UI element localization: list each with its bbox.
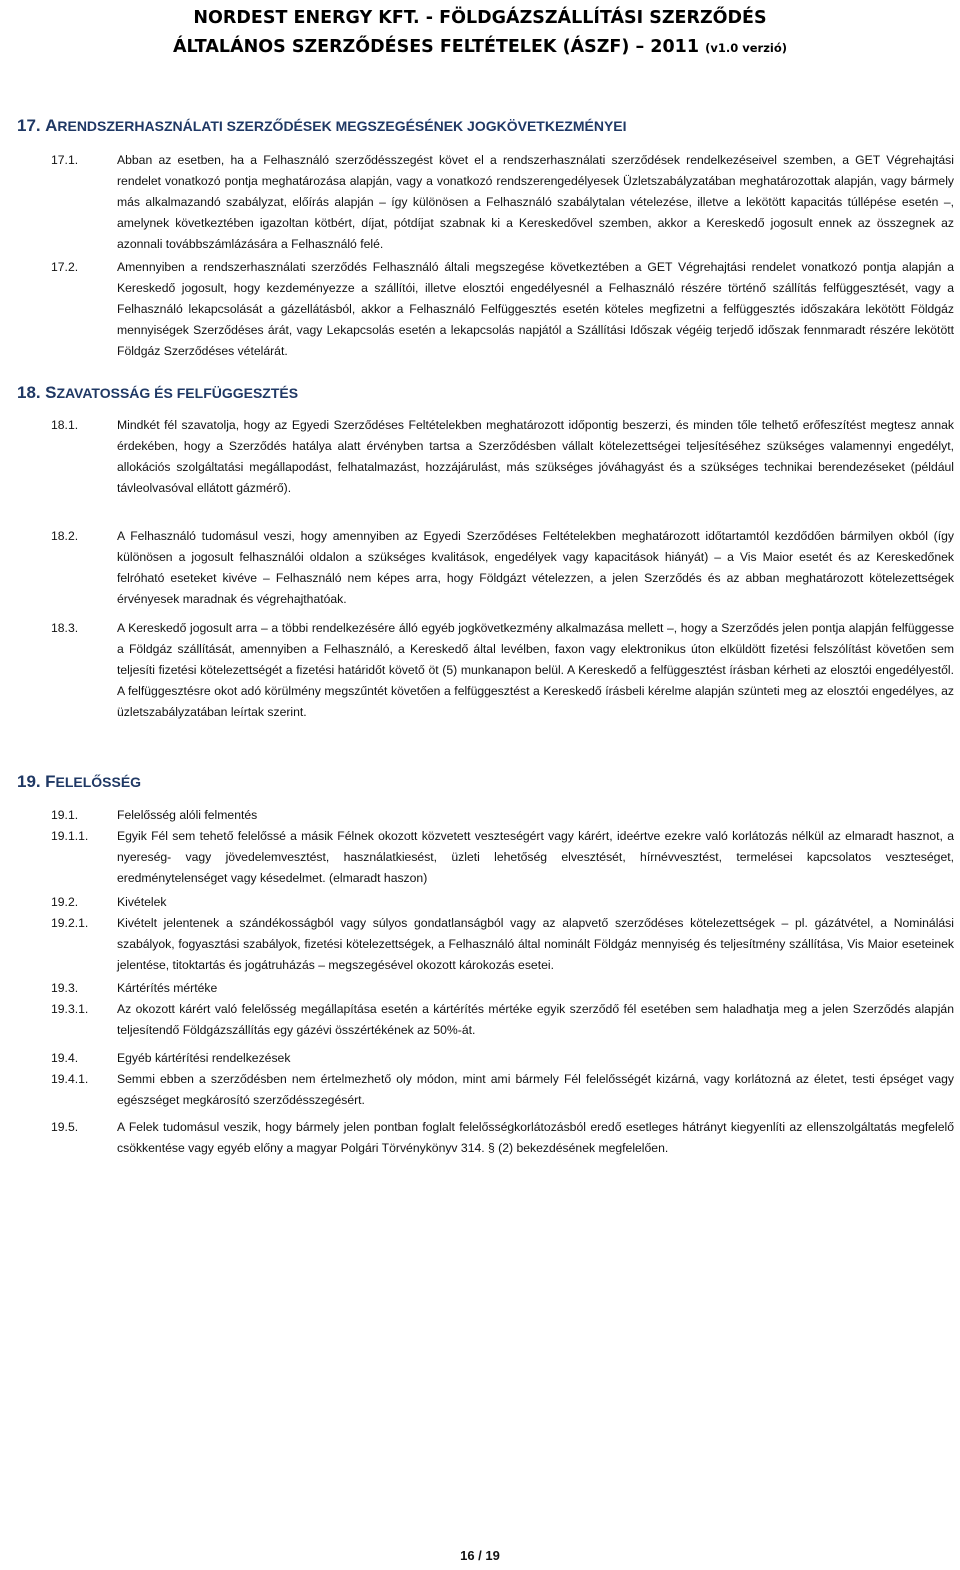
- paragraph-17-1: [51, 150, 954, 255]
- paragraph-number: 19.2.: [51, 895, 79, 909]
- paragraph-number: 19.4.: [51, 1051, 79, 1065]
- paragraph-18-2: [51, 526, 954, 610]
- header-title-main: ÁLTALÁNOS SZERZŐDÉSES FELTÉTELEK (ÁSZF) – 2011: [173, 37, 699, 57]
- section-title-rest: ZAVATOSSÁG ÉS FELFÜGGESZTÉS: [56, 385, 299, 401]
- paragraph-number: 18.2.: [51, 529, 79, 543]
- section-19-heading: [17, 772, 141, 792]
- header-version: (v1.0 verzió): [705, 41, 787, 55]
- paragraph-18-3: [51, 618, 954, 723]
- paragraph-19-5: [51, 1117, 954, 1159]
- paragraph-19-1-1: [51, 826, 954, 889]
- page-number: 16 / 19: [460, 1548, 500, 1563]
- paragraph-text: Semmi ebben a szerződésben nem értelmezhető oly módon, mint ami bármely Fél felelősségét kizárná, vagy korlátozná az életet, testi épséget vagy egészséget megkárosító szerződésszegésért.: [117, 1072, 954, 1107]
- section-title-rest: RENDSZERHASZNÁLATI SZERZŐDÉSEK MEGSZEGÉSÉNEK JOGKÖVETKEZMÉNYEI: [57, 118, 627, 134]
- paragraph-text: A Felek tudomásul veszik, hogy bármely jelen pontban foglalt felelősségkorlátozásból eredő esetleges hátrányt kiegyenlíti az ellenszolgáltatás megfelelő csökkentése vagy egyéb előny a magyar Polgári Törvénykönyv 314. § (2) bekezdésének megfelelően.: [117, 1120, 954, 1155]
- paragraph-text: Kivételek: [117, 895, 167, 909]
- paragraph-number: 19.3.1.: [51, 1002, 89, 1016]
- paragraph-number: 19.3.: [51, 981, 79, 995]
- paragraph-text: A Felhasználó tudomásul veszi, hogy amennyiben az Egyedi Szerződéses Feltételekben meghatározott időtartamtól kezdődően bármilyen okból (így különösen a jogosult felhasználói oldalon a szükséges kvalitások, engedélyek vagy kapacitások hiányát) – a Vis Maior esetét és az Kereskedőnek felróható eseteket kivéve – Felhasználó nem képes arra, hogy Földgázt vételezzen, a jelen Szerződés és az abban meghatározott kötelezettségek érvényesek maradnak és végrehajthatóak.: [117, 529, 954, 606]
- paragraph-number: 19.1.: [51, 808, 79, 822]
- section-number: 19.: [17, 772, 41, 791]
- header-title-line1: NORDEST ENERGY KFT. - FÖLDGÁZSZÁLLÍTÁSI SZERZŐDÉS: [193, 8, 767, 28]
- document-header: [0, 4, 960, 63]
- paragraph-text: Amennyiben a rendszerhasználati szerződés Felhasználó általi megszegése következtében a GET Végrehajtási rendelet vonatkozó pontja alapján a Kereskedő jogosult, hogy kezdeményezze a szállítói, illetve elosztói engedélyesnél a Felhasználó részére történő szállítás felfüggesztését, vagy a Felhasználó lekapcsolását a gázellátásból, akkor a Felhasználó Felfüggesztés esetén köteles megfizetni a felfüggesztés időszakára lekötött Földgáz mennyiségek Szerződéses árát, vagy Lekapcsolás esetén a lekapcsolás napjától a Szállítási Időszak végéig terjedő időszak fennmaradt részére lekötött Földgáz Szerződéses vételárát.: [117, 260, 954, 358]
- section-number: 17.: [17, 116, 41, 135]
- paragraph-number: 19.4.1.: [51, 1072, 89, 1086]
- paragraph-19-4: [51, 1048, 954, 1069]
- section-title-initial: F: [45, 772, 56, 791]
- paragraph-number: 19.1.1.: [51, 829, 89, 843]
- paragraph-number: 17.1.: [51, 153, 79, 167]
- section-17-heading: [17, 116, 627, 136]
- section-number: 18.: [17, 383, 41, 402]
- section-title-rest: ELELŐSSÉG: [55, 774, 142, 790]
- header-title-line2: [0, 33, 960, 63]
- paragraph-19-2-1: [51, 913, 954, 976]
- section-title-initial: A: [45, 116, 58, 135]
- section-title-initial: S: [45, 383, 57, 402]
- paragraph-19-2: [51, 892, 954, 913]
- paragraph-text: Mindkét fél szavatolja, hogy az Egyedi Szerződéses Feltételekben meghatározott időpontig beszerzi, és minden tőle telhető erőfeszítést megtesz annak érdekében, hogy a Szerződés hatálya alatt érvényben tartsa a Szerződésben vállalt kötelezettségei teljesítéséhez szükséges valamennyi engedélyt, allokációs szolgáltatási megállapodást, felhatalmazást, hozzájárulást, más szükséges jóváhagyást és a szükséges technikai berendezéseket (például távleolvasóval ellátott gázmérő).: [117, 418, 954, 495]
- paragraph-19-1: [51, 805, 954, 826]
- paragraph-number: 19.5.: [51, 1120, 79, 1134]
- paragraph-number: 18.3.: [51, 621, 79, 635]
- paragraph-number: 19.2.1.: [51, 916, 89, 930]
- paragraph-text: Kártérítés mértéke: [117, 981, 218, 995]
- paragraph-18-1: [51, 415, 954, 499]
- paragraph-text: Az okozott kárért való felelősség megállapítása esetén a kártérítés mértéke egyik szerződő fél esetében sem haladhatja meg a jelen Szerződés alapján teljesítendő Földgázszállítás egy gázévi összértékének az 50%-át.: [117, 1002, 954, 1037]
- paragraph-19-4-1: [51, 1069, 954, 1111]
- paragraph-number: 18.1.: [51, 418, 79, 432]
- section-18-heading: [17, 383, 298, 403]
- paragraph-text: A Kereskedő jogosult arra – a többi rendelkezésére álló egyéb jogkövetkezmény alkalmazása mellett –, hogy a Szerződés jelen pontja alapján felfüggesse a Földgáz szállítását, amennyiben a Felhasználó, a Kereskedő által levélben, faxon vagy elektronikus úton elküldött fizetési felszólítást követően sem teljesíti fizetési kötelezettségét a fizetési határidőt követő öt (5) munkanapon belül. A Kereskedő a felfüggesztést írásban kérheti az elosztói engedélyestől. A felfüggesztésre okot adó körülmény megszűntét követően a felfüggesztést a Kereskedő írásbeli kérelme alapján szünteti meg az elosztói engedélyes, az üzletszabályzatában leírtak szerint.: [117, 621, 954, 719]
- paragraph-17-2: [51, 257, 954, 362]
- paragraph-19-3-1: [51, 999, 954, 1041]
- paragraph-number: 17.2.: [51, 260, 79, 274]
- paragraph-19-3: [51, 978, 954, 999]
- paragraph-text: Felelősség alóli felmentés: [117, 808, 258, 822]
- paragraph-text: Kivételt jelentenek a szándékosságból vagy súlyos gondatlanságból vagy az alapvető szerződéses kötelezettségek – pl. gázátvétel, a Nominálási szabályok, fogyasztási szabályok, fizetési kötelezettségek, a Felhasználó által nominált Földgáz mennyiség és teljesítmény szállítása, Vis Maior eseteinek jelentése, titoktartás és jogátruházás – megszegésével okozott károkozás esetei.: [117, 916, 954, 972]
- paragraph-text: Abban az esetben, ha a Felhasználó szerződésszegést követ el a rendszerhasználati szerződések rendelkezéseivel szemben, a GET Végrehajtási rendelet vonatkozó pontja meghatározása alapján, vagy a vonatkozó rendszerengedélyesek Üzletszabályzatában meghatározottak alapján, vagy bármely más alkalmazandó szabályzat, előírás alapján – így különösen a Felhasználó szabálytalan vételezése, illetve a lekötött kapacitás túllépése esetén –, amelynek következtében igazoltan kötbért, díjat, pótdíjat szabnak ki a Kereskedővel szemben, akkor a Kereskedő jogosult ennek az összegnek az azonnali továbbszámlázására a Felhasználó felé.: [117, 153, 954, 251]
- paragraph-text: Egyik Fél sem tehető felelőssé a másik Félnek okozott közvetett veszteségért vagy kárért, ideértve ezekre való korlátozás nélkül az elmaradt hasznot, a nyereség- vagy jövedelemvesztést, használatkiesést, üzleti lehetőség elvesztését, hírnévvesztést, termelései kapcsolatos veszteséget, eredménytelenséget vagy késedelmet. (elmaradt haszon): [117, 829, 954, 885]
- paragraph-text: Egyéb kártérítési rendelkezések: [117, 1051, 291, 1065]
